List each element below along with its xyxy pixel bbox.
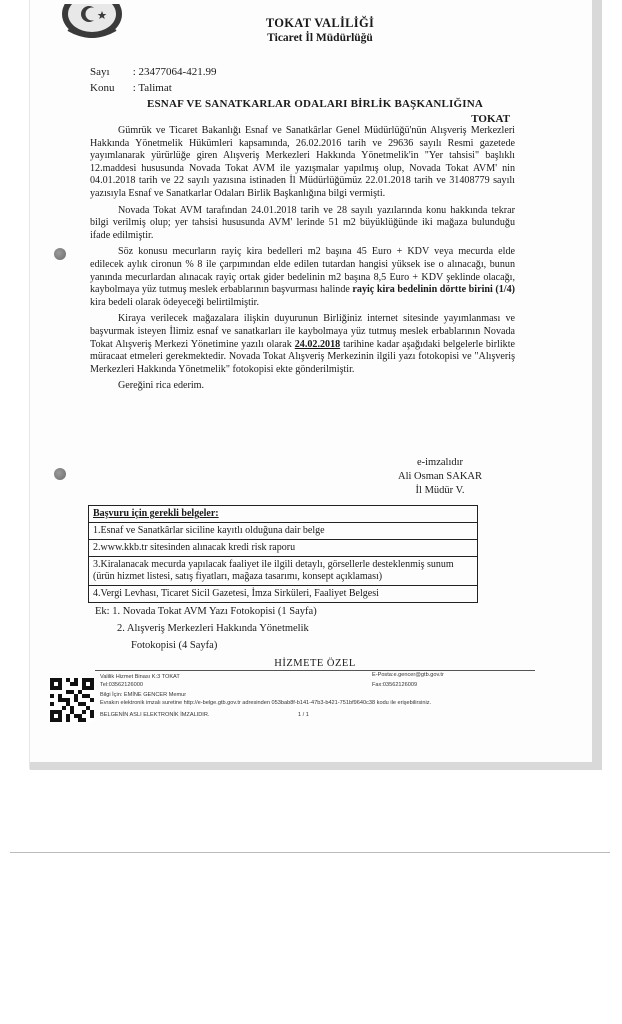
meta-sayi: [90, 66, 216, 78]
scan-edge-bottom: [30, 762, 602, 770]
header-subtitle: Ticaret İl Müdürlüğü: [267, 32, 373, 44]
punch-hole-icon: [54, 468, 66, 480]
letter-body: [90, 125, 515, 397]
punch-hole-icon: [54, 248, 66, 260]
table-cell: 2.www.kkb.tr sitesinden alınacak kredi risk raporu: [89, 540, 478, 557]
footer-verification: Evrakın elektronik imzalı suretine http://e-belge.gtb.gov.tr adresinden 053bab8f-b141-47b3-b421-751bf9640c38 kodu ile erişebilirsiniz.: [100, 700, 432, 706]
sayi-label: Sayı: [90, 66, 110, 78]
footer-contact: Bilgi İçin: EMİNE GENCER Memur: [100, 692, 187, 698]
required-documents-table: [88, 505, 478, 603]
addressee-city: TOKAT: [471, 113, 510, 125]
footer-tel: Tel:03562126000: [100, 682, 143, 688]
paragraph-text: tarihine kadar aşağıdaki belgelerle birlikte müracaat etmeleri gerekmektedir. Novada Tokat Alışveriş Merkezinin ilgili yazı fotokopisi ve "Alışveriş Merkezleri Hakkında Yönetmelik" fotokopisi ekte gönderilmiştir.: [90, 338, 516, 375]
deadline-date: 24.02.2018: [294, 338, 341, 350]
paragraph: Gümrük ve Ticaret Bakanlığı Esnaf ve Sanatkârlar Genel Müdürlüğü'nün Alışveriş Merkezleri Hakkında Yönetmelik Hükümleri kapsamında, 26.02.2016 tarih ve 29636 sayılı Resmi gazetede yayımlanarak yürürlüğe giren Alışveriş Merkezleri Hakkında Yönetmelik'in "Yer tahsisi" başlıklı 12.maddesi hususunda Novada Tokat AVM ile yazışmalar yapılmış olup, Novada Tokat AVM' nin 04.01.2018 tarih ve 22 sayılı yazısına istinaden İl Müdürlüğümüz 22.01.2018 tarih ve 31408779 sayılı yazısıyla Esnaf ve Sanatkarlar Odaları Birlik Başkanlığına bilgi vermişti.: [90, 125, 515, 199]
table-row: [89, 506, 478, 523]
sayi-value: : 23477064-421.99: [132, 66, 217, 78]
footer-authentic: BELGENİN ASLI ELEKTRONİK İMZALIDIR.: [100, 712, 210, 718]
attachment-2-cont: Fotokopisi (4 Sayfa): [131, 640, 218, 651]
scan-rule-line: [10, 852, 610, 853]
confidentiality-label: HİZMETE ÖZEL: [274, 658, 356, 669]
emphasis-text: rayiç kira bedelinin dörtte birini (1/4): [352, 284, 515, 296]
table-row: [89, 586, 478, 603]
meta-konu: [90, 82, 172, 94]
signature-title: İl Müdür V.: [415, 485, 465, 496]
footer-divider: [95, 670, 535, 671]
table-row: [89, 557, 478, 586]
table-heading: Başvuru için gerekli belgeler:: [89, 506, 478, 523]
header-title: TOKAT VALİLİĞİ: [265, 16, 375, 30]
signature-name: Ali Osman SAKAR: [397, 471, 482, 482]
paragraph-text: kira bedeli olarak ödeyeceği belirtilmiştir.: [90, 296, 260, 308]
footer-address: Valilik Hizmet Binası K:3 TOKAT: [100, 674, 180, 680]
page-number: 1 / 1: [298, 712, 309, 718]
konu-value: : Talimat: [132, 82, 172, 94]
footer-fax: Fax:03562126009: [372, 682, 418, 688]
table-cell: 3.Kiralanacak mecurda yapılacak faaliyet ile ilgili detaylı, görsellerle desteklenmiş sunum (ürün hizmet listesi, satış fiyatları, mağaza tasarımı, konsept açıklaması): [89, 557, 478, 586]
paragraph: Novada Tokat AVM tarafından 24.01.2018 tarih ve 28 sayılı yazılarında konu hakkında tekrar bilgi verilmiş olup; yer tahsisi hususunda AVM' lerinde 51 m2 büyüklüğünde iki mağaza bulunduğu ifade edilmiştir.: [90, 204, 515, 241]
table-row: [89, 523, 478, 540]
signature-esign: e-imzalıdır: [416, 457, 464, 468]
qr-code-icon: [50, 678, 94, 722]
table-cell: 1.Esnaf ve Sanatkârlar siciline kayıtlı olduğuna dair belge: [89, 523, 478, 540]
ministry-seal-icon: [58, 4, 126, 48]
paragraph-text: Söz konusu mecurların rayiç kira bedelleri m2 başına 45 Euro + KDV veya mecurda elde edilecek aylık cironun % 8 ile çarpımından elde edilen tutardan hangisi yüksek ise o alınacağı, bunun yanında mecurlardan alınacak rayiç ortak gider bedelinin m2 başına 8,5 Euro + KDV şeklinde olacağı, kaybolmaya yüz tutmuş meslek erbablarının başvurması halinde: [90, 246, 515, 296]
paragraph: [90, 313, 515, 376]
closing-paragraph: Gereğini rica ederim.: [118, 380, 205, 392]
attachment-2: 2. Alışveriş Merkezleri Hakkında Yönetmelik: [117, 623, 309, 634]
table-cell: 4.Vergi Levhası, Ticaret Sicil Gazetesi, İmza Sirküleri, Faaliyet Belgesi: [89, 586, 478, 603]
paragraph: [90, 246, 515, 309]
footer-email: E-Posta:e.gencer@gtb.gov.tr: [372, 672, 444, 678]
table-row: [89, 540, 478, 557]
addressee-line: ESNAF VE SANATKARLAR ODALARI BİRLİK BAŞKANLIĞINA: [146, 98, 484, 110]
konu-label: Konu: [90, 82, 115, 94]
attachment-1: Ek: 1. Novada Tokat AVM Yazı Fotokopisi (1 Sayfa): [95, 606, 317, 617]
paragraph-text: Kiraya verilecek mağazalara ilişkin duyurunun Birliğiniz internet sitesinde yayımlanması ve başvurmak isteyen İlimiz esnaf ve sanatkarları ile kaybolmaya yüz tutmuş meslek erbablarının Novada Tokat Alışveriş Merkezi Yönetimine yazılı olarak: [90, 313, 515, 350]
scan-edge-right: [592, 0, 602, 768]
